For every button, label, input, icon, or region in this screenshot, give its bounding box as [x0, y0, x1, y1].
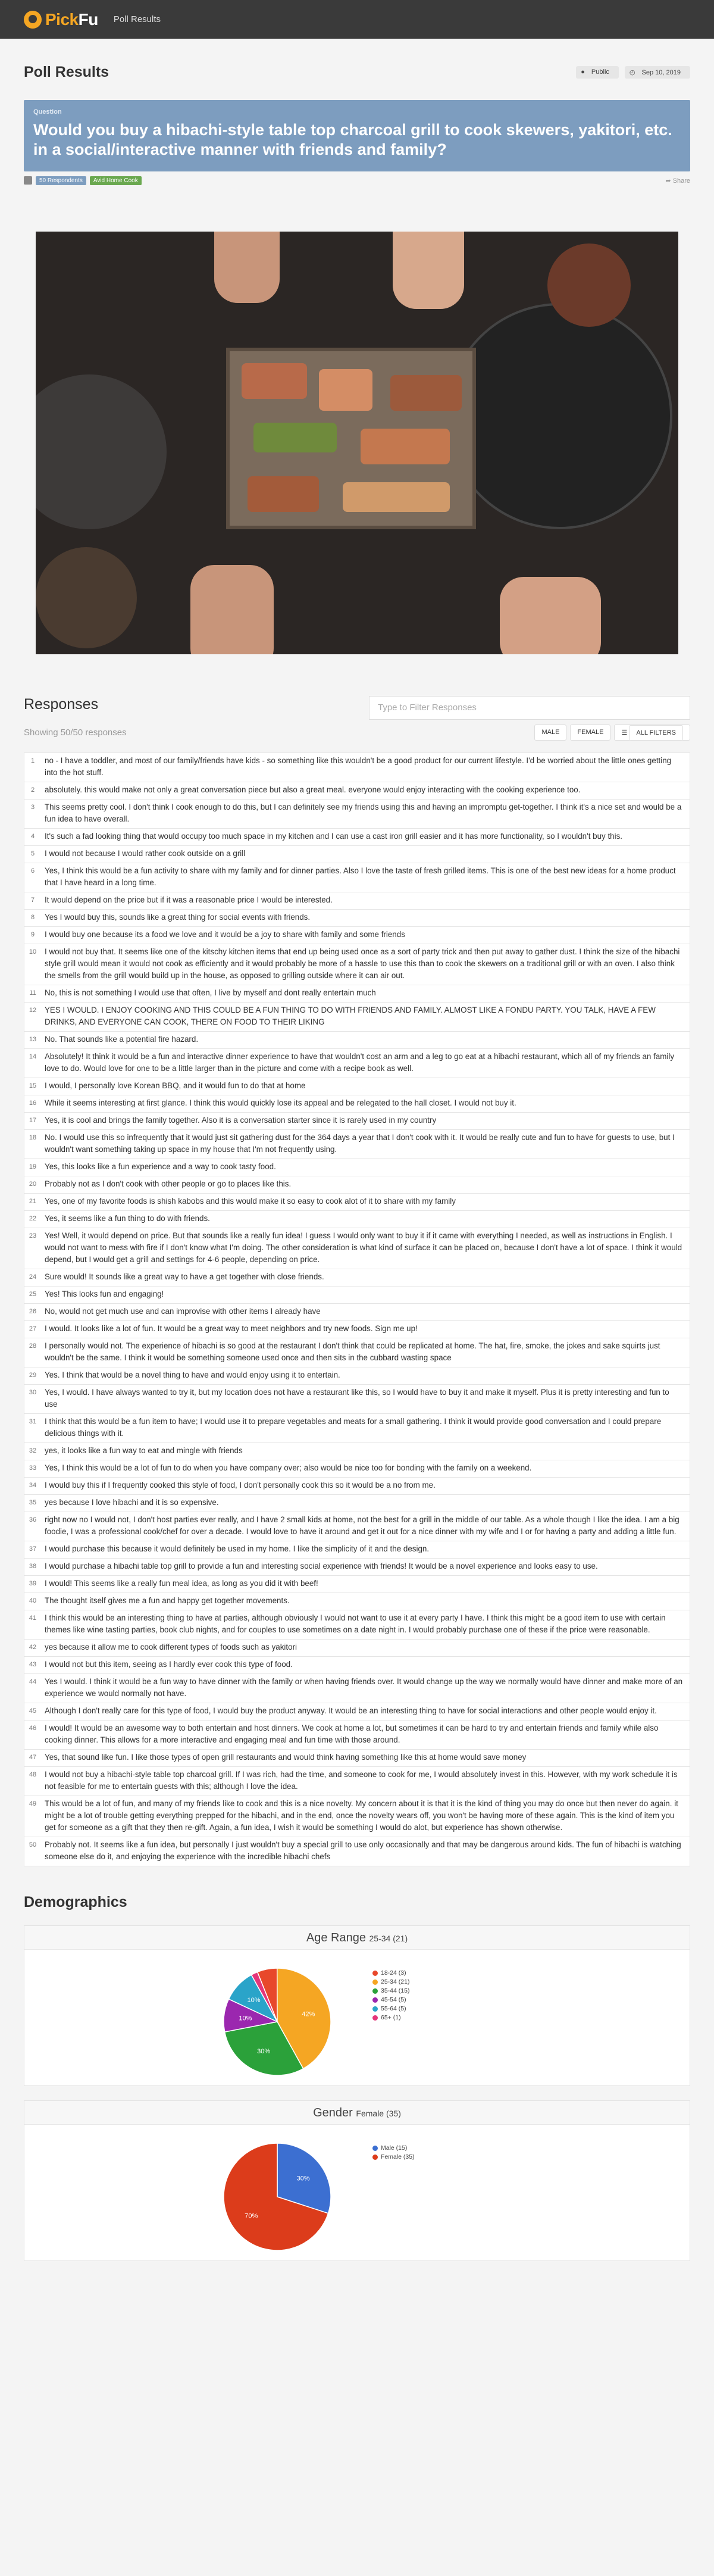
response-number: 9	[30, 931, 35, 938]
response-text: I would not buy that. It seems like one of the kitschy kitchen items that end up being used once as a sort of party trick and then put away to gather dust. I think the size of the hibachi style grill would mean it would not cook as efficiently and it would probably be more of a hassle to use this than to cook the skewers on a traditional grill or with an oven. I also think the smells from the grill would build up in the house, as opposed to grilling outside where it can air out.	[45, 947, 680, 980]
response-number: 34	[29, 1481, 37, 1489]
response-text: I would purchase this because it would definitely be used in my home. I like the simplicity of it and the design.	[45, 1544, 430, 1553]
response-text: No. I would use this so infrequently that it would just sit gathering dust for the 364 days a year that I don't cook with it. It would be really cute and fun to have for guests to use, but I wouldn't want something taking up space in my house that I'm not frequently using.	[45, 1132, 675, 1154]
response-number: 44	[29, 1678, 37, 1685]
response-text: It would depend on the price but if it was a reasonable price I would be interested.	[45, 895, 333, 904]
response-number: 22	[29, 1214, 37, 1222]
response-text: Yes! Well, it would depend on price. But that sounds like a really fun idea! I guess I would only want to buy it if it came with everything I needed, as well as instructions in English. I would not want to mess with fire if I don't know what I'm doing. The other consideration is what kind of surface it can be placed on, because I don't have a lot of space. I think it would depend, but I would get a grill and settings for 4-6 people, depending on price.	[45, 1231, 682, 1264]
response-text: I personally would not. The experience of hibachi is so good at the restaurant I don't think that could be replicated at home. The hat, fire, smoke, the jokes and sake squirts just wouldn't be the same. I think it would be something someone used once and then sits in the cubbard wasting space	[45, 1341, 660, 1362]
response-text: no - I have a toddler, and most of our family/friends have kids - so something like this wouldn't be a good product for our current lifestyle. I'd be worried about the little ones getting into the hot stuff.	[45, 755, 672, 777]
response-text: yes because I love hibachi and it is so expensive.	[45, 1497, 219, 1507]
response-number: 3	[30, 803, 35, 811]
legend-label: 18-24 (3)	[381, 1969, 406, 1977]
response-number: 41	[29, 1614, 37, 1622]
response-number: 32	[29, 1447, 37, 1454]
response-number: 21	[29, 1197, 37, 1205]
response-text: Absolutely! It think it would be a fun and interactive dinner experience to have that wouldn't cost an arm and a leg to go eat at a hibachi restaurant, which all of my friends an family love to do. Would love for one to be a little larger than in the picture and come with a recipe book as well.	[45, 1051, 675, 1073]
response-number: 2	[30, 786, 35, 794]
response-row	[24, 1159, 690, 1176]
question-panel	[24, 100, 690, 171]
response-text: Yes, I think this would be a fun activity to share with my family and for dinner parties. Also I love the taste of fresh grilled items. This is one of the best new ideas for a home product that I have heard in a long time.	[45, 866, 676, 887]
gender-card	[24, 2100, 690, 2261]
response-row	[24, 1610, 690, 1640]
response-row	[24, 1767, 690, 1796]
legend-swatch	[372, 2015, 378, 2021]
response-number: 17	[29, 1116, 37, 1124]
response-text: Yes, it is cool and brings the family together. Also it is a conversation starter since it is rarely used in my country	[45, 1115, 437, 1125]
legend-label: 65+ (1)	[381, 2014, 401, 2022]
response-text: No. That sounds like a potential fire hazard.	[45, 1034, 199, 1044]
response-text: I would! It would be an awesome way to both entertain and host dinners. We cook at home a lot, but sometimes it can be hard to try and entertain friends and family while also cooking dinner. This allows for a more interactive and engaging meal and fun time with those around.	[45, 1723, 659, 1744]
share-link[interactable]: ➦ Share	[665, 177, 690, 185]
response-row	[24, 927, 690, 944]
age-legend	[372, 1969, 409, 2022]
page-title: Poll Results	[24, 64, 109, 80]
gender-card-title: Gender	[313, 2106, 353, 2119]
response-number: 23	[29, 1232, 37, 1239]
response-row	[24, 1304, 690, 1321]
response-row	[24, 1321, 690, 1338]
response-text: Yes I would buy this, sounds like a great thing for social events with friends.	[45, 912, 311, 922]
response-number: 15	[29, 1082, 37, 1089]
response-row	[24, 1095, 690, 1113]
age-slice-label: 10%	[239, 2015, 252, 2022]
main-content	[24, 64, 690, 2261]
response-text: Yes, I think this would be a lot of fun to do when you have company over; also would be nice too for bonding with the family on a weekend.	[45, 1463, 532, 1472]
male-filter-button[interactable]: MALE	[534, 725, 566, 741]
response-row	[24, 1593, 690, 1610]
response-text: Sure would! It sounds like a great way to have a get together with close friends.	[45, 1272, 324, 1281]
response-text: Although I don't really care for this type of food, I would buy the product anyway. It would be an interesting thing to have for social interactions and other people would enjoy it.	[45, 1706, 657, 1715]
response-text: No, this is not something I would use that often, I live by myself and dont really entertain much	[45, 988, 376, 997]
legend-label: 45-54 (5)	[381, 1996, 406, 2004]
response-row	[24, 846, 690, 863]
response-row	[24, 944, 690, 985]
age-legend-item[interactable]	[372, 1996, 409, 2004]
response-text: This would be a lot of fun, and many of my friends like to cook and this is a nice novelty. My concern about it is that it is the kind of thing you may do once but then never do again. it might be a lot of trouble getting everything prepped for the hibachi, and in the end, once the novelty wears off, you won't be having more of these again. This is the kind of item you get for someone as a gift that they then re-gift. Again, a fun idea, I wish it would be something I would do alot, but experience has shown otherwise.	[45, 1798, 678, 1832]
response-number: 48	[29, 1771, 37, 1778]
age-legend-item[interactable]	[372, 1969, 409, 1978]
question-text: Would you buy a hibachi-style table top charcoal grill to cook skewers, yakitori, etc. in a social/interactive manner with friends and family?	[33, 121, 672, 158]
response-number: 7	[30, 896, 35, 904]
response-row	[24, 863, 690, 892]
response-number: 45	[29, 1707, 37, 1715]
age-slice-label: 42%	[302, 2010, 315, 2018]
legend-swatch	[372, 1988, 378, 1994]
response-text: I would not but this item, seeing as I hardly ever cook this type of food.	[45, 1659, 293, 1669]
age-slice-label: 10%	[247, 1997, 261, 2004]
response-row	[24, 1703, 690, 1721]
question-label: Question	[33, 108, 62, 115]
responses-list	[24, 752, 690, 1866]
response-number: 4	[30, 832, 35, 840]
response-text: yes because it allow me to cook different types of foods such as yakitori	[45, 1642, 298, 1651]
logo-text: PickFu	[45, 10, 98, 29]
legend-swatch	[372, 2006, 378, 2012]
response-row	[24, 1367, 690, 1385]
response-text: I would not because I would rather cook outside on a grill	[45, 848, 246, 858]
response-number: 37	[29, 1545, 37, 1553]
filter-responses-input[interactable]: Type to Filter Responses	[369, 696, 690, 720]
response-number: 35	[29, 1498, 37, 1506]
response-row	[24, 1478, 690, 1495]
age-card-highlight: 25-34 (21)	[369, 1933, 408, 1943]
demographics-title: Demographics	[24, 1893, 127, 1910]
responses-title: Responses	[24, 695, 99, 713]
response-number: 29	[29, 1371, 37, 1379]
response-row	[24, 1721, 690, 1750]
response-text: Yes, one of my favorite foods is shish kabobs and this would make it so easy to cook alot of it to share with my family	[45, 1196, 456, 1206]
response-number: 47	[29, 1753, 37, 1761]
age-legend-item[interactable]	[372, 1978, 409, 1987]
response-number: 16	[29, 1099, 37, 1107]
response-row	[24, 1443, 690, 1460]
response-text: Yes, it seems like a fun thing to do with friends.	[45, 1213, 210, 1223]
age-card-title: Age Range	[306, 1931, 366, 1944]
gender-slice-label: 30%	[296, 2175, 310, 2182]
response-number: 36	[29, 1516, 37, 1523]
response-row	[24, 1460, 690, 1478]
response-text: YES I WOULD. I ENJOY COOKING AND THIS COULD BE A FUN THING TO DO WITH FRIENDS AND FAMILY. ALMOST LIKE A FONDU PARTY. YOU TALK, HAVE A FEW DRINKS, AND EVERYONE CAN COOK, THERE ON FOOD TO THEIR LIKING	[45, 1005, 656, 1026]
response-number: 49	[29, 1800, 37, 1807]
response-row	[24, 1495, 690, 1512]
nav-poll-results[interactable]: Poll Results	[113, 14, 161, 24]
segment-tag: Avid Home Cook	[90, 176, 142, 185]
response-row	[24, 752, 690, 782]
response-text: While it seems interesting at first glance. I think this would quickly lose its appeal and be relegated to the hall closet. I would not buy it.	[45, 1098, 516, 1107]
response-number: 5	[30, 850, 35, 857]
response-row	[24, 1049, 690, 1078]
response-row	[24, 1640, 690, 1657]
response-row	[24, 1657, 690, 1674]
response-number: 18	[29, 1134, 37, 1141]
response-row	[24, 1576, 690, 1593]
response-number: 30	[29, 1388, 37, 1396]
response-text: right now no I would not, I don't host parties ever really, and I have 2 small kids at home, not the best for a grill in the middle of our table. As a whole though I like the idea. I am a big foodie, I was a professional cook/chef for over a decade. I would love to have it around and get it out for a nice dinner with my wife and I or for having a party and adding a little fun.	[45, 1515, 679, 1536]
response-number: 20	[29, 1180, 37, 1188]
response-row	[24, 1796, 690, 1837]
audience-icon	[24, 176, 32, 185]
gender-card-highlight: Female (35)	[356, 2108, 401, 2118]
response-text: This seems pretty cool. I don't think I cook enough to do this, but I can definitely see my friends using this and having an impromptu get-together. I think it's a nice set and would be a fun idea to have overall.	[45, 802, 682, 823]
response-text: yes, it looks like a fun way to eat and mingle with friends	[45, 1445, 243, 1455]
visibility-badge: ● Public	[576, 66, 619, 79]
response-row	[24, 1338, 690, 1367]
date-badge: ◴ Sep 10, 2019	[625, 66, 690, 79]
age-range-card	[24, 1925, 690, 2086]
legend-label: 55-64 (5)	[381, 2005, 406, 2013]
response-row	[24, 1287, 690, 1304]
response-row	[24, 1541, 690, 1559]
response-row	[24, 1078, 690, 1095]
legend-label: Male (15)	[381, 2144, 408, 2152]
response-row	[24, 1113, 690, 1130]
pickfu-logo[interactable]	[24, 10, 98, 29]
gender-legend-item[interactable]	[372, 2144, 415, 2153]
showing-count: Showing 50/50 responses	[24, 727, 127, 738]
response-number: 8	[30, 913, 35, 921]
response-number: 26	[29, 1307, 37, 1315]
response-number: 39	[29, 1579, 37, 1587]
response-number: 10	[29, 948, 37, 956]
response-number: 25	[29, 1290, 37, 1298]
response-text: I would not buy a hibachi-style table top charcoal grill. If I was rich, had the time, and someone to cook for me, I would absolutely invest in this. However, with my work schedule it is not feasible for me to entertain guests with this; although I love the idea.	[45, 1769, 678, 1791]
legend-label: 35-44 (15)	[381, 1987, 410, 1995]
response-row	[24, 782, 690, 800]
question-image	[36, 232, 678, 654]
female-filter-button[interactable]: FEMALE	[570, 725, 610, 741]
response-number: 38	[29, 1562, 37, 1570]
gender-legend-item[interactable]	[372, 2153, 415, 2162]
response-number: 19	[29, 1163, 37, 1170]
response-text: I would buy this if I frequently cooked this style of food, I don't personally cook this so it would be a no from me.	[45, 1480, 436, 1490]
response-text: absolutely. this would make not only a great conversation piece but also a great meal. everyone would enjoy interacting with the cooking experience too.	[45, 785, 581, 794]
response-row	[24, 1385, 690, 1414]
respondents-tag: 50 Respondents	[36, 176, 86, 185]
response-number: 24	[29, 1273, 37, 1281]
response-text: Yes, this looks like a fun experience and a way to cook tasty food.	[45, 1161, 276, 1171]
response-text: The thought itself gives me a fun and happy get together movements.	[45, 1595, 290, 1605]
legend-swatch	[372, 2146, 378, 2151]
legend-swatch	[372, 1971, 378, 1976]
response-row	[24, 910, 690, 927]
response-number: 14	[29, 1053, 37, 1060]
response-number: 42	[29, 1643, 37, 1651]
gender-slice-label: 70%	[245, 2212, 258, 2220]
gender-legend	[372, 2144, 415, 2162]
legend-label: 25-34 (21)	[381, 1978, 410, 1986]
response-row	[24, 1750, 690, 1767]
response-text: I think that this would be a fun item to have; I would use it to prepare vegetables and meats for a small gathering. I think it would provide good conversation and I could prepare delicious things with it.	[45, 1416, 662, 1438]
response-number: 12	[29, 1006, 37, 1014]
response-text: I would. It looks like a lot of fun. It would be a great way to meet neighbors and try new foods. Sign me up!	[45, 1323, 418, 1333]
legend-swatch	[372, 1997, 378, 2003]
response-number: 50	[29, 1841, 37, 1849]
response-row	[24, 1032, 690, 1049]
legend-label: Female (35)	[381, 2153, 415, 2161]
response-number: 28	[29, 1342, 37, 1350]
response-row	[24, 1414, 690, 1443]
age-pie-chart	[221, 1965, 352, 2084]
response-row	[24, 1176, 690, 1194]
response-number: 33	[29, 1464, 37, 1472]
response-text: It's such a fad looking thing that would occupy too much space in my kitchen and I can use a cast iron grill easier and it has more functionality, so I wouldn't buy this.	[45, 831, 622, 841]
response-row	[24, 1559, 690, 1576]
age-slice-label: 30%	[257, 2047, 271, 2055]
response-text: Yes! This looks fun and engaging!	[45, 1289, 164, 1298]
age-legend-item[interactable]	[372, 1987, 409, 1996]
gender-pie-chart	[221, 2140, 352, 2259]
response-row	[24, 1512, 690, 1541]
response-text: No, would not get much use and can improvise with other items I already have	[45, 1306, 321, 1316]
response-row	[24, 1228, 690, 1269]
age-legend-item[interactable]	[372, 2004, 409, 2013]
response-text: Yes. I think that would be a novel thing to have and would enjoy using it to entertain.	[45, 1370, 340, 1379]
response-number: 46	[29, 1724, 37, 1732]
response-row	[24, 829, 690, 846]
response-number: 40	[29, 1597, 37, 1604]
response-row	[24, 1269, 690, 1287]
all-filters-button[interactable]: ☰ ALL FILTERS	[614, 725, 690, 741]
response-row	[24, 1194, 690, 1211]
response-text: Yes, that sound like fun. I like those types of open grill restaurants and would think having something like this at home would save money	[45, 1752, 527, 1762]
top-bar	[0, 0, 714, 39]
logo-icon	[24, 11, 42, 29]
response-text: I would, I personally love Korean BBQ, and it would fun to do that at home	[45, 1081, 306, 1090]
response-row	[24, 1674, 690, 1703]
response-row	[24, 985, 690, 1003]
response-row	[24, 892, 690, 910]
legend-swatch	[372, 1979, 378, 1985]
response-text: Probably not as I don't cook with other people or go to places like this.	[45, 1179, 292, 1188]
response-number: 31	[29, 1417, 37, 1425]
response-row	[24, 1003, 690, 1032]
response-text: Yes, I would. I have always wanted to try it, but my location does not have a restaurant like this, so I would have to buy it and make it myself. Plus it is pretty interesting and fun to use	[45, 1387, 669, 1409]
response-row	[24, 1211, 690, 1228]
response-row	[24, 800, 690, 829]
response-row	[24, 1837, 690, 1866]
response-text: I would! This seems like a really fun meal idea, as long as you did it with beef!	[45, 1578, 318, 1588]
response-number: 13	[29, 1035, 37, 1043]
response-number: 27	[29, 1325, 37, 1332]
age-legend-item[interactable]	[372, 2013, 409, 2022]
response-number: 1	[30, 757, 35, 764]
response-text: I think this would be an interesting thing to have at parties, although obviously I would not want to use it at every party I have. I think this might be a good item to use with certain themes like wine tasting parties, book club nights, and for couples to use sometimes on a date night in. I would probably purchase one of these if the price were reasonable.	[45, 1613, 666, 1634]
response-number: 6	[30, 867, 35, 875]
response-text: I would purchase a hibachi table top grill to provide a fun and interesting social experience with friends! It would be a novel experience and looks easy to use.	[45, 1561, 598, 1570]
response-row	[24, 1130, 690, 1159]
response-text: Probably not. It seems like a fun idea, but personally I just wouldn't buy a special grill to use only occasionally and that may be dangerous around kids. The fun of hibachi is watching someone else do it, and enjoying the experience with the incredible hibachi chefs	[45, 1840, 681, 1861]
response-number: 11	[29, 989, 36, 997]
response-number: 43	[29, 1660, 37, 1668]
response-text: I would buy one because its a food we love and it would be a joy to share with family and some friends	[45, 929, 405, 939]
legend-swatch	[372, 2155, 378, 2160]
response-text: Yes I would. I think it would be a fun way to have dinner with the family or when having friends over. It would change up the way we normally would have dinner and make more of an experience we would normally not have.	[45, 1676, 683, 1698]
